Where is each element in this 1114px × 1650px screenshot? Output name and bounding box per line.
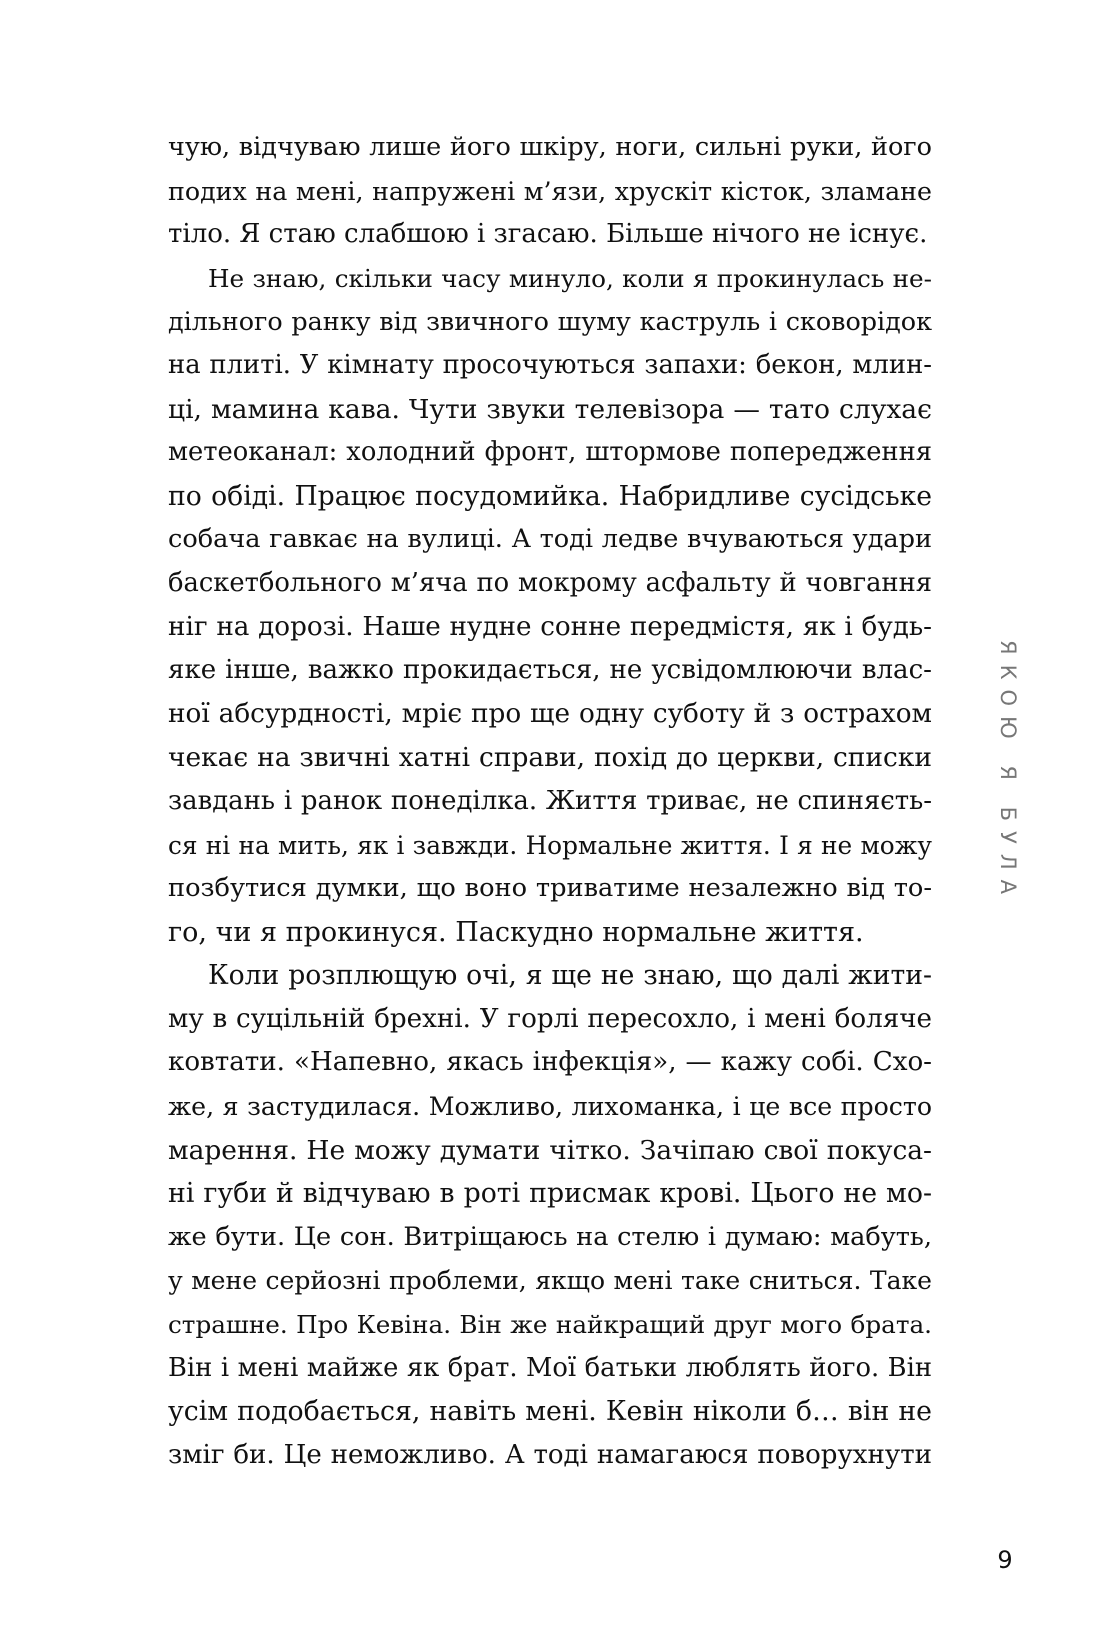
- text-line: му в суцільній брехні. У горлі пересохло, і мені боляче: [168, 1003, 932, 1034]
- text-line: позбутися думки, що воно триватиме незалежно від то-: [168, 873, 932, 904]
- text-line: тіло. Я стаю слабшою і згасаю. Більше нічого не існує.: [168, 219, 928, 250]
- text-line: ні губи й відчуваю в роті присмак крові. Цього не мо-: [168, 1178, 932, 1210]
- text-line: ної абсурдності, мріє про ще одну суботу й з острахом: [168, 698, 932, 729]
- text-line: же бути. Це сон. Витріщаюсь на стелю і думаю: мабуть,: [168, 1221, 932, 1252]
- body-text: [168, 126, 932, 1477]
- text-line: ці, мамина кава. Чути звуки телевізора — тато слухає: [168, 393, 932, 425]
- text-line: по обіді. Працює посудомийка. Набридливе сусідське: [168, 480, 932, 512]
- text-line: у мене серйозні проблеми, якщо мені таке сниться. Таке: [168, 1266, 932, 1296]
- text-line: ся ні на мить, як і завжди. Нормальне життя. І я не можу: [168, 830, 932, 860]
- text-line: усім подобається, навіть мені. Кевін ніколи б… він не: [168, 1396, 932, 1428]
- text-line: марення. Не можу думати чітко. Зачіпаю свої покуса-: [168, 1134, 932, 1166]
- text-line: завдань і ранок понеділка. Життя триває, не спиняєть-: [168, 785, 932, 816]
- text-line: зміг би. Це неможливо. А тоді намагаюся поворухнути: [168, 1439, 932, 1470]
- running-head: ЯКОЮ Я БУЛА: [996, 640, 1020, 905]
- text-line: баскетбольного м’яча по мокрому асфальту й човгання: [168, 567, 932, 598]
- text-line: на плиті. У кімнату просочуються запахи: бекон, млин-: [168, 349, 932, 380]
- page-number: 9: [997, 1546, 1013, 1574]
- text-line: дільного ранку від звичного шуму каструль і сковорідок: [168, 306, 932, 337]
- text-line: го, чи я прокинуся. Паскудно нормальне життя.: [168, 916, 864, 948]
- text-line: метеоканал: холодний фронт, штормове попередження: [168, 437, 932, 468]
- text-line: страшне. Про Кевіна. Він же найкращий друг мого брата.: [168, 1310, 932, 1340]
- text-line: яке інше, важко прокидається, не усвідомлюючи влас-: [168, 655, 932, 686]
- text-line: Коли розплющую очі, я ще не знаю, що далі жити-: [208, 960, 932, 992]
- text-line: подих на мені, напружені м’язи, хрускіт кісток, зламане: [168, 176, 932, 206]
- text-line: чую, відчуваю лише його шкіру, ноги, сильні руки, його: [168, 132, 932, 162]
- text-line: Він і мені майже як брат. Мої батьки люблять його. Він: [168, 1352, 932, 1383]
- text-line: чекає на звичні хатні справи, похід до церкви, списки: [168, 742, 932, 774]
- text-line: же, я застудилася. Можливо, лихоманка, і це все просто: [168, 1092, 932, 1122]
- text-line: ніг на дорозі. Наше нудне сонне передмістя, як і будь-: [168, 611, 932, 642]
- text-line: собача гавкає на вулиці. А тоді ледве вчуваються удари: [168, 524, 932, 555]
- text-line: Не знаю, скільки часу минуло, коли я прокинулась не-: [208, 263, 932, 293]
- text-line: ковтати. «Напевно, якась інфекція», — кажу собі. Схо-: [168, 1047, 932, 1078]
